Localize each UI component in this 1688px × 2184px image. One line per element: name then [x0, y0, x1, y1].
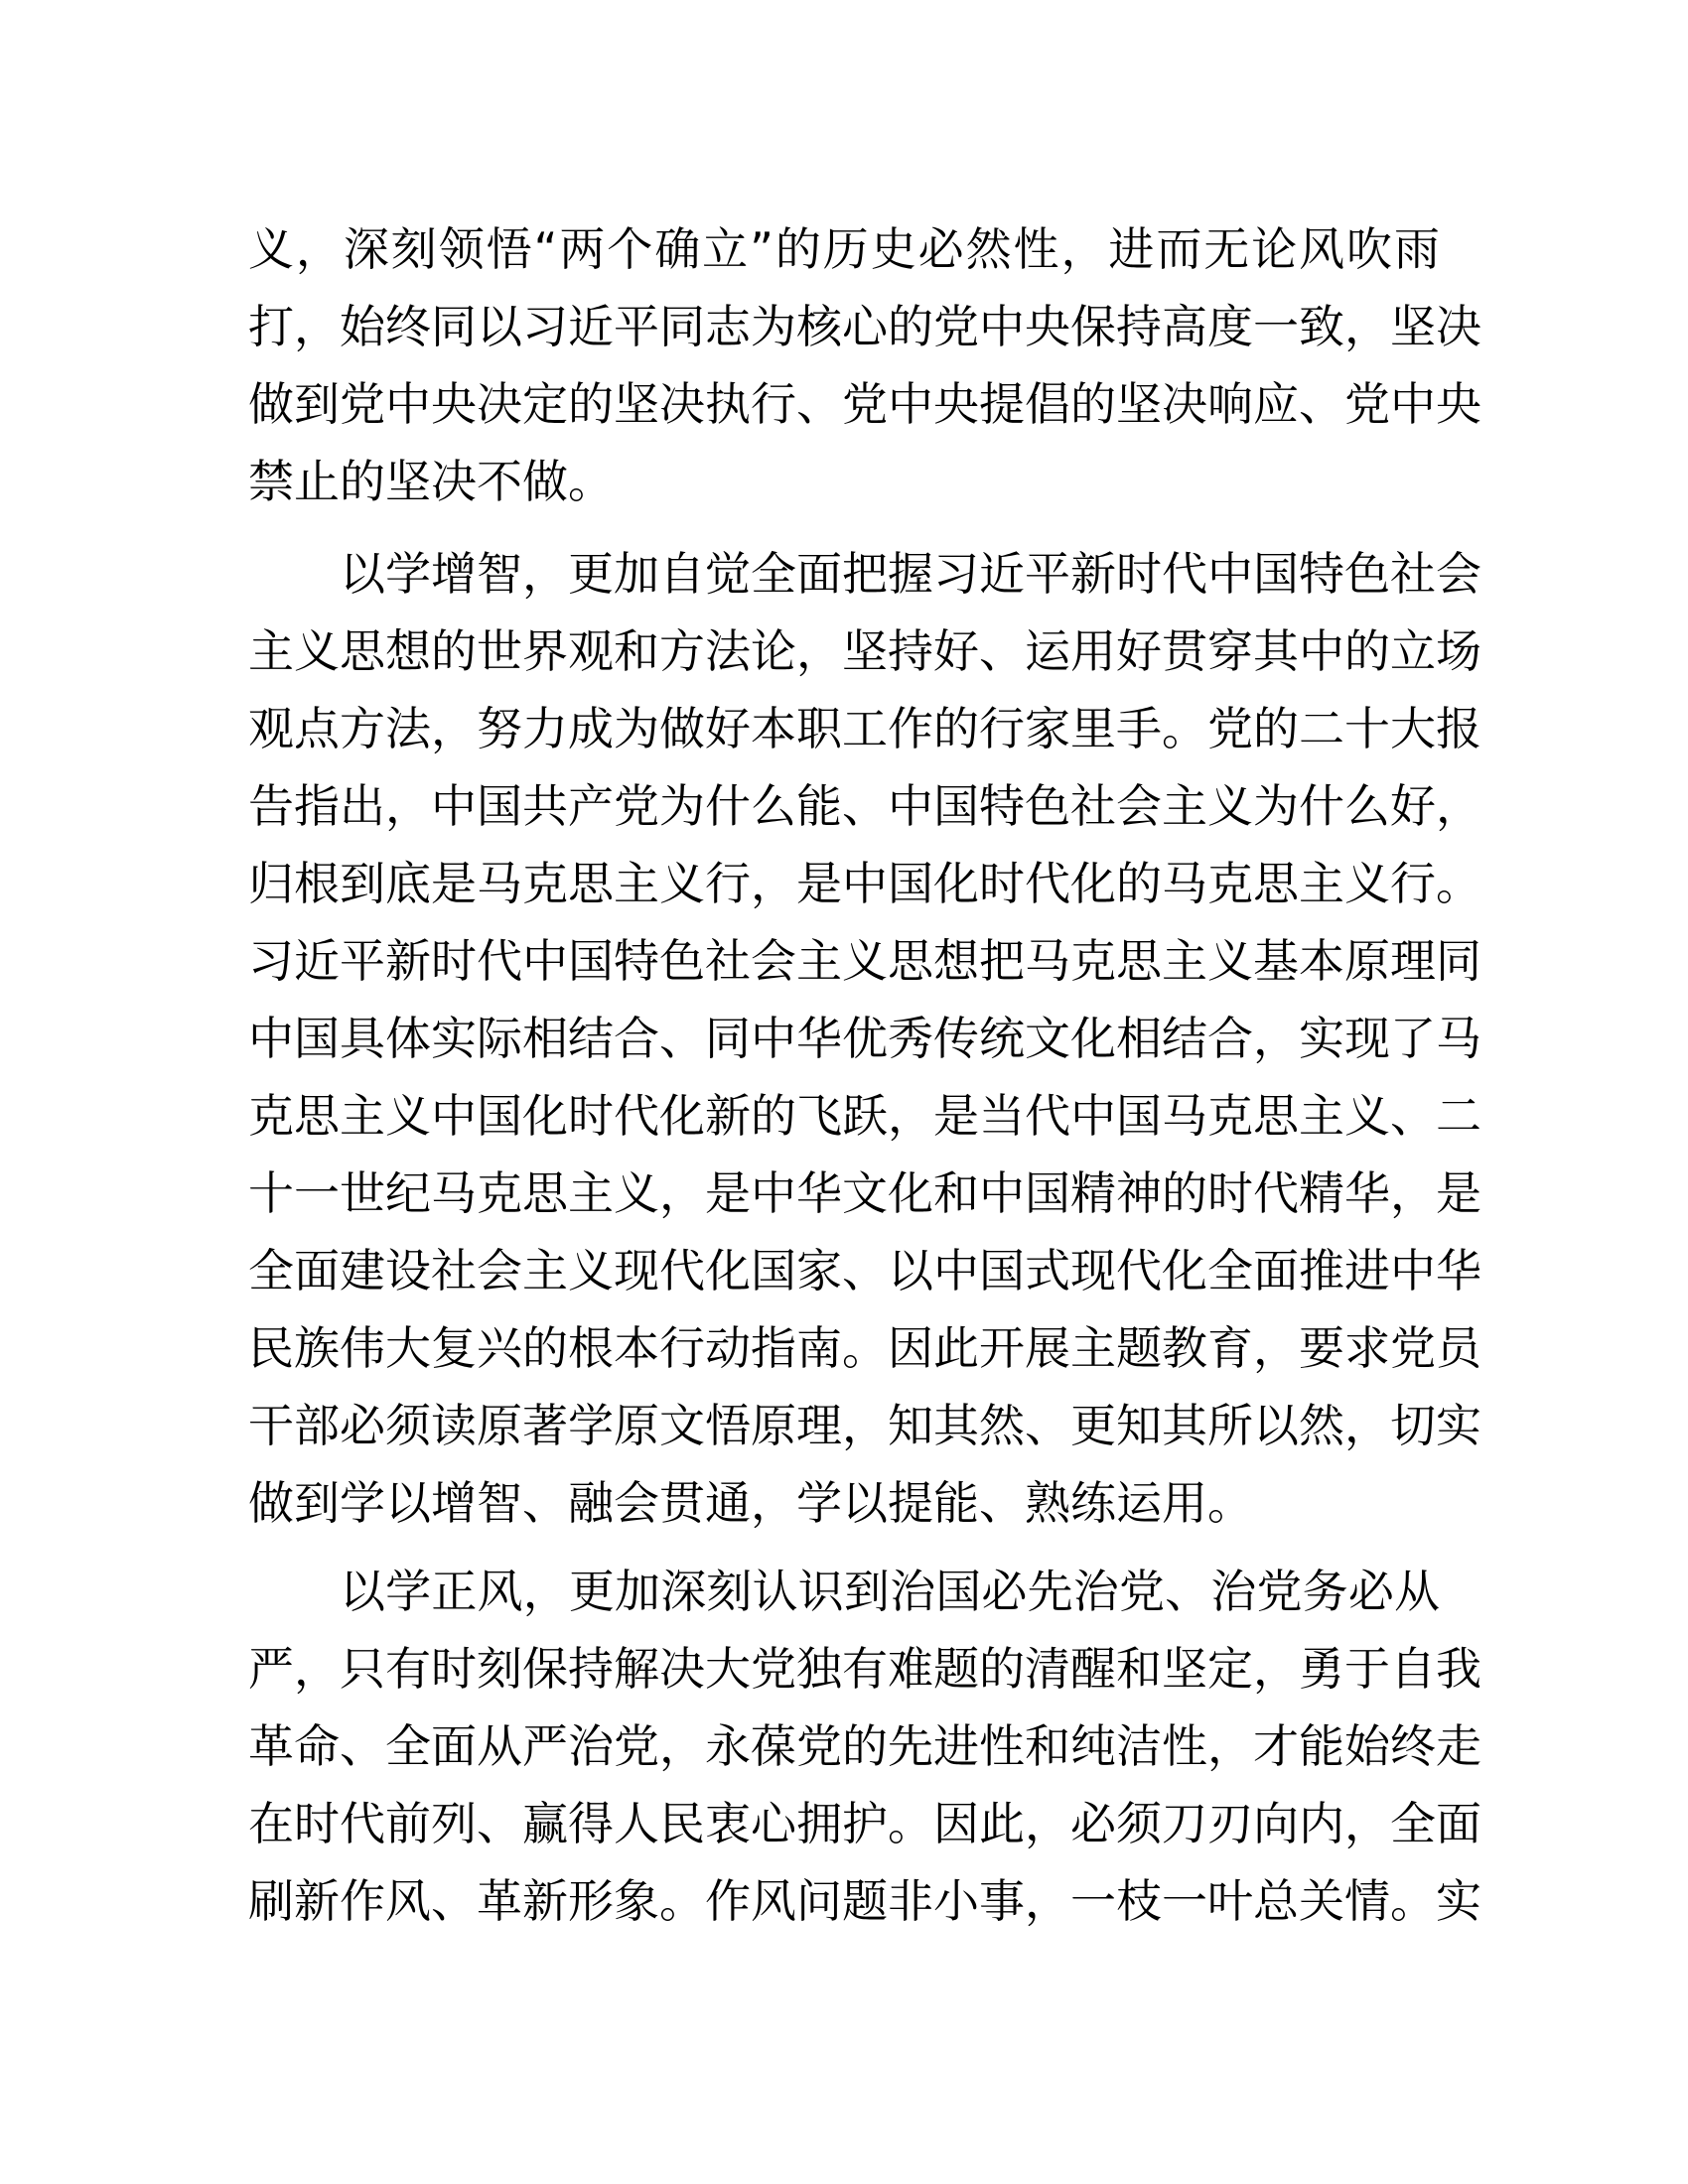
text-line: 义，深刻领悟“两个确立”的历史必然性，进而无论风吹雨 — [248, 222, 1440, 276]
text-line: 以学增智，更加自觉全面把握习近平新时代中国特色社会 — [340, 547, 1481, 601]
text-line: 主义思想的世界观和方法论，坚持好、运用好贯穿其中的立场 — [248, 624, 1481, 678]
text-line: 禁止的坚决不做。 — [248, 455, 614, 508]
text-line: 做到党中央决定的坚决执行、党中央提倡的坚决响应、党中央 — [248, 377, 1481, 431]
text-line: 归根到底是马克思主义行，是中国化时代化的马克思主义行。 — [248, 857, 1481, 910]
paragraph-continuation — [248, 210, 1481, 520]
text-line: 做到学以增智、融会贯通，学以提能、熟练运用。 — [248, 1476, 1253, 1530]
text-line: 习近平新时代中国特色社会主义思想把马克思主义基本原理同 — [248, 934, 1481, 988]
text-line: 刷新作风、革新形象。作风问题非小事，一枝一叶总关情。实 — [248, 1874, 1481, 1928]
text-line: 克思主义中国化时代化新的飞跃，是当代中国马克思主义、二 — [248, 1089, 1481, 1143]
text-line: 以学正风，更加深刻认识到治国必先治党、治党务必从 — [340, 1565, 1440, 1618]
text-line: 十一世纪马克思主义，是中华文化和中国精神的时代精华，是 — [248, 1166, 1481, 1220]
text-line: 全面建设社会主义现代化国家、以中国式现代化全面推进中华 — [248, 1244, 1481, 1297]
text-line: 在时代前列、赢得人民衷心拥护。因此，必须刀刃向内，全面 — [248, 1797, 1481, 1850]
text-line: 中国具体实际相结合、同中华优秀传统文化相结合，实现了马 — [248, 1012, 1481, 1065]
text-line: 干部必须读原著学原文悟原理，知其然、更知其所以然，切实 — [248, 1399, 1481, 1452]
text-line: 民族伟大复兴的根本行动指南。因此开展主题教育，要求党员 — [248, 1321, 1481, 1375]
text-line: 观点方法，努力成为做好本职工作的行家里手。党的二十大报 — [248, 702, 1481, 755]
paragraph-rectifying-style — [248, 1553, 1481, 1940]
paragraph-learning-wisdom — [248, 535, 1481, 1542]
text-line: 严，只有时刻保持解决大党独有难题的清醒和坚定，勇于自我 — [248, 1642, 1481, 1696]
text-line: 革命、全面从严治党，永葆党的先进性和纯洁性，才能始终走 — [248, 1719, 1481, 1773]
text-line: 打，始终同以习近平同志为核心的党中央保持高度一致，坚决 — [248, 300, 1481, 353]
text-line: 告指出，中国共产党为什么能、中国特色社会主义为什么好， — [248, 779, 1481, 833]
